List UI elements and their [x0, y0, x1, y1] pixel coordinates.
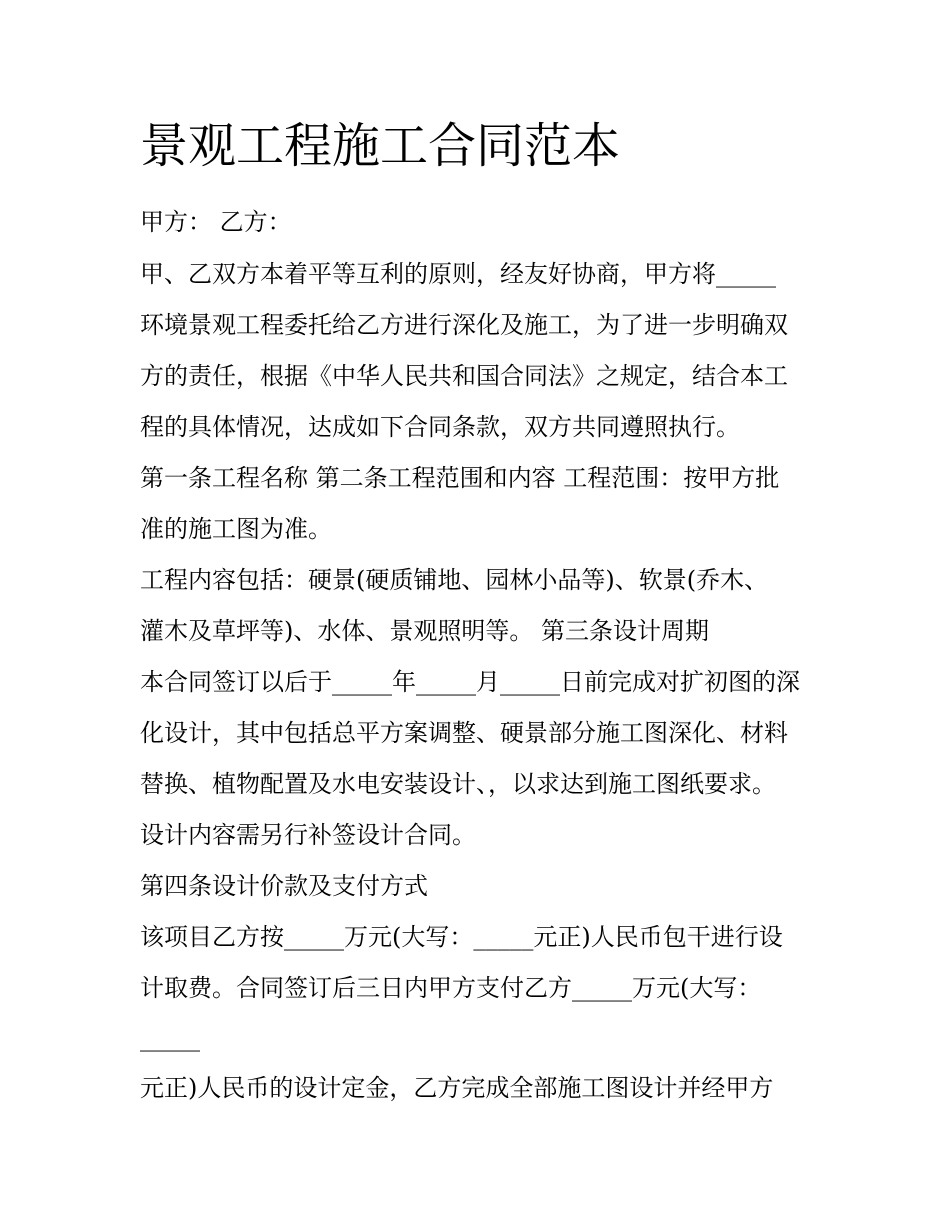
document-title: 景观工程施工合同范本 — [140, 118, 621, 174]
paragraph-line: 该项目乙方按_____万元(大写：_____元正)人民币包干进行设 — [140, 923, 783, 951]
clause-line: 准的施工图为准。 — [140, 515, 332, 543]
party-line: 甲方： 乙方： — [140, 208, 292, 236]
paragraph-line: 工程内容包括：硬景(硬质铺地、园林小品等)、软景(乔木、 — [140, 566, 769, 594]
paragraph-line: 化设计，其中包括总平方案调整、硬景部分施工图深化、材料 — [140, 719, 788, 747]
paragraph-line: 方的责任，根据《中华人民共和国合同法》之规定，结合本工 — [140, 362, 788, 390]
paragraph-line: 设计内容需另行补签设计合同。 — [140, 821, 476, 849]
paragraph-line: 灌木及草坪等)、水体、景观照明等。 第三条设计周期 — [140, 617, 709, 645]
paragraph-line: 计取费。合同签订后三日内甲方支付乙方_____万元(大写： — [140, 974, 762, 1002]
paragraph-line: 替换、植物配置及水电安装设计、，以求达到施工图纸要求。 — [140, 770, 776, 798]
clause-heading: 第四条设计价款及支付方式 — [140, 872, 428, 900]
paragraph-line: 程的具体情况，达成如下合同条款，双方共同遵照执行。 — [140, 413, 740, 441]
blank-line: _____ — [140, 1024, 200, 1052]
clause-line: 第一条工程名称 第二条工程范围和内容 工程范围：按甲方批 — [140, 464, 780, 492]
paragraph-line: 元正)人民币的设计定金，乙方完成全部施工图设计并经甲方 — [140, 1074, 774, 1102]
paragraph-line: 甲、乙双方本着平等互利的原则，经友好协商，甲方将_____ — [140, 260, 776, 288]
paragraph-line: 本合同签订以后于_____年_____月_____日前完成对扩初图的深 — [140, 668, 800, 696]
paragraph-line: 环境景观工程委托给乙方进行深化及施工，为了进一步明确双 — [140, 311, 788, 339]
